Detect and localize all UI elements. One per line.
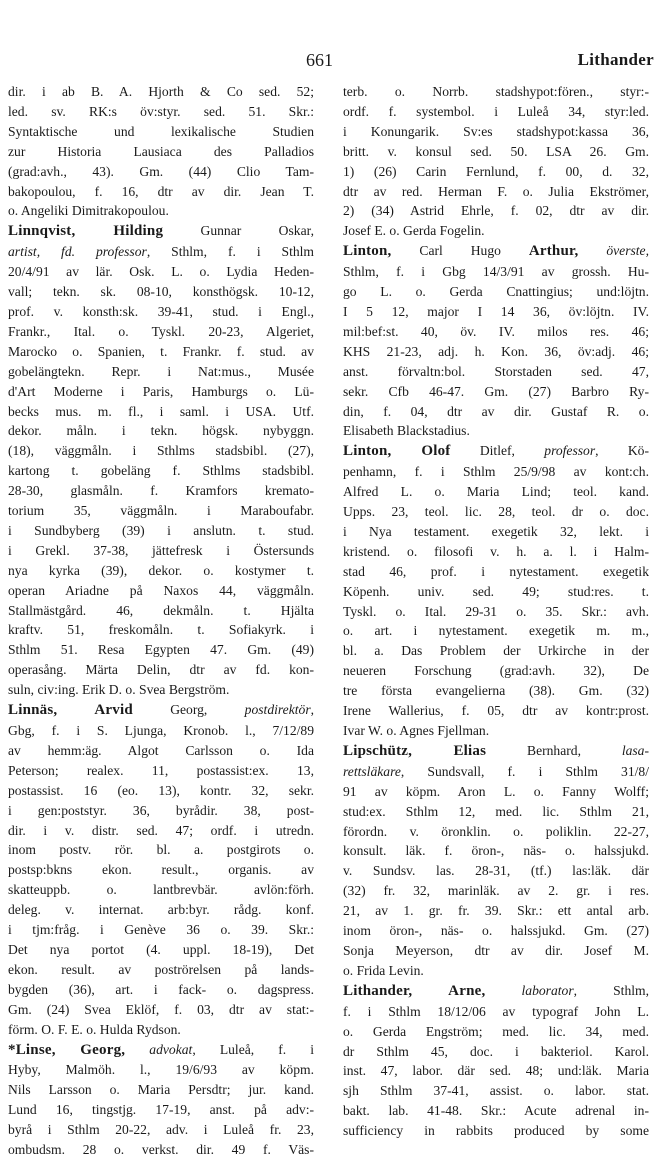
headword: Linton, Olof [343, 443, 451, 460]
text-line: bl. a. Das Problem der Urkirche in der [343, 643, 649, 659]
text-line: Josef E. o. Gerda Fogelin. [343, 223, 485, 239]
text-line: i gen:poststyr. 36, byrådir. 38, post- [8, 802, 314, 818]
text-line: o. Frida Levin. [343, 962, 424, 978]
text-line: kartong t. gobeläng f. Sthlms stadsbibl. [8, 463, 314, 479]
text-line: ordf. f. systembol. i Luleå 34, styr:led. [343, 103, 649, 119]
entry-continuation [343, 82, 649, 241]
text-line: byrå i Sthlm 20-22, adv. i Luleå fr. 23, [8, 1122, 314, 1138]
text-line: Peterson; realex. 11, postassist:ex. 13, [8, 762, 314, 778]
text-line: terb. o. Norrb. stadshypot:fören., styr:- [343, 84, 649, 99]
text-line: gobelängtekn. Repr. i Nat:mus., Musée [8, 363, 314, 379]
head-rest: Carl Hugo [391, 243, 529, 259]
entry-lipschutz [343, 741, 649, 981]
head-rest [485, 983, 521, 998]
occupation: professor [544, 443, 596, 459]
text-line: Gm. (24) Svea Eklöf, f. 03, dtr av stat:- [8, 1001, 314, 1017]
text-line: dekor. måln. i tekn. högsk. nybyggn. [8, 423, 314, 439]
text-line: Alfred L. o. Maria Lind; teol. kand. [343, 484, 649, 500]
running-head: Lithander [577, 50, 654, 69]
text-line: i Nya testament. exegetik 32, lekt. i [343, 523, 649, 539]
entry-head-line [8, 221, 314, 242]
text-line: stad 46, prof. i nytestament. exegetik [343, 563, 649, 579]
text-line: förm. O. F. E. o. Hulda Rydson. [8, 1021, 181, 1037]
entry-occupation-line [8, 242, 314, 262]
text-line: operan Ariadne på Naxos 44, väggmåln. [8, 582, 314, 598]
text-line: ekon. result. av poströrelsen på lands- [8, 961, 314, 977]
occ-rest: , Sundsvall, f. i Sthlm 31/8/ [400, 763, 649, 779]
right-column [343, 82, 649, 1141]
headword: Lipschütz, Elias [343, 742, 487, 759]
head-rest: Ditlef, [450, 443, 545, 459]
entry-linnqvist [8, 221, 314, 700]
text-line: sjh Sthlm 37-41, assist. o. labor. stat. [343, 1083, 649, 1099]
text-line: o. Gerda Engström; med. lic. 34, med. [343, 1023, 649, 1039]
entry-head-line [343, 981, 649, 1002]
text-line: ombudsm. 28 o. verkst. dir. 49 f. Väs- [8, 1142, 314, 1158]
headword: Linnäs, Arvid [8, 702, 133, 719]
text-line: inst. 47, labor. där sed. 48; und:läk. Maria [343, 1063, 649, 1079]
text-line: 20/4/91 av lär. Osk. L. o. Lydia Heden- [8, 264, 314, 280]
text-line: nya kyrka (39), dekor. o. kostymer t. [8, 562, 314, 578]
text-line: Sthlm, f. i Gbg 14/3/91 av grossh. Hu- [343, 264, 649, 280]
text-line: i Sundbyberg (39) i anslutn. t. stud. [8, 522, 314, 538]
text-line: konsult. läk. f. öron-, näs- o. halssjukd. [343, 843, 649, 859]
text-line: Sthlm 51. Resa Egypten 47. Gm. (49) [8, 642, 314, 658]
text-line: led. sv. RK:s öv:styr. sed. 51. Skr.: [8, 103, 314, 119]
text-line: (grad:avh., 43). Gm. (44) Clio Tam- [8, 163, 314, 179]
text-line: 1) (26) Carin Fernlund, f. 00, d. 32, [343, 163, 649, 179]
text-line: dr Sthlm 45, doc. i bakteriol. Karol. [343, 1043, 649, 1059]
text-line: inom postv. rör. bl. a. postgirots o. [8, 842, 314, 858]
occupation: laborator [521, 982, 574, 998]
text-line: Frankr., Ital. o. Tyskl. 20-23, Algeriet, [8, 323, 314, 339]
text-line: kraftv. 51, freskomåln. t. Sofiakyrk. i [8, 622, 314, 638]
text-line: Sonja Meyerson, dtr av dir. Josef M. [343, 942, 649, 958]
text-line: suln, civ:ing. Erik D. o. Svea Bergström. [8, 682, 230, 698]
entry-head-line [343, 241, 649, 262]
text-line: v. Sundsv. las. 28-31, (tf.) las:läk. där [343, 863, 649, 879]
text-line: Det nya portot (4. uppl. 18-19), Det [8, 941, 314, 957]
text-line: sekr. Cfb 46-47. Gm. (27) Barbro Ry- [343, 383, 649, 399]
text-line: torium 35, väggmåln. i Maraboufabr. [8, 503, 314, 519]
entry-continuation [8, 82, 314, 221]
text-line: Stallmästgård. 46, dekmåln. t. Hjälta [8, 602, 314, 618]
text-line: bakt. lab. 41-48. Skr.: Acute adrenal in- [343, 1103, 649, 1119]
occ-rest: , Luleå, f. i [192, 1041, 314, 1057]
head-rest: Gunnar Oskar, [163, 223, 314, 239]
entry-linse [8, 1040, 314, 1160]
text-line: Gbg, f. i S. Ljunga, Kronob. l., 7/12/89 [8, 723, 314, 738]
text-line: prof. v. konsth:sk. 39-41, stud. i Engl., [8, 303, 314, 319]
text-line: mil:bef:st. 40, öv. IV. milos res. 46; [343, 323, 649, 339]
text-line: Marocko o. Spanien, t. Frankr. f. stud. av [8, 343, 314, 359]
text-line: Nils Larsson o. Maria Persdtr; jur. kand. [8, 1082, 314, 1098]
text-line: bygden (36), art. i fack- o. dagspress. [8, 981, 314, 997]
occ-rest: , [310, 702, 314, 718]
text-line: bakopoulou, f. 16, dtr av dir. Jean T. [8, 183, 314, 199]
text-line: o. Angeliki Dimitrakopoulou. [8, 203, 169, 219]
text-line: f. i Sthlm 18/12/06 av typograf John L. [343, 1003, 649, 1019]
text-line: 2) (34) Astrid Ehrle, f. 02, dtr av dir. [343, 203, 649, 219]
entry-linton-olof [343, 441, 649, 741]
head-rest [125, 1042, 149, 1057]
text-line: Irene Wallerius, f. 05, dtr av kontr:prost. [343, 703, 649, 719]
headword: Lithander, Arne, [343, 982, 486, 999]
headword: *Linse, Georg, [8, 1041, 126, 1058]
text-line: vall; tekn. sk. 08-10, konsthögsk. 10-12, [8, 284, 314, 300]
entry-linnas [8, 700, 314, 1039]
text-line: becks mus. m. fl., i saml. i USA. Utf. [8, 403, 314, 419]
text-line: deleg. v. internat. arb:byr. rådg. konf. [8, 902, 314, 918]
text-line: Köpenh. univ. sed. 49; stud:res. t. [343, 583, 649, 599]
text-line: av hemm:äg. Algot Carlsson o. Ida [8, 742, 314, 758]
text-line: postassist. 16 (eo. 13), kontr. 32, sekr. [8, 782, 314, 798]
occupation: advokat [149, 1041, 193, 1057]
text-line: 28-30, glasmåln. f. Kramfors kremato- [8, 483, 314, 499]
text-line: 91 av köpm. Aron L. o. Fanny Wolff; [343, 783, 649, 799]
text-line: anst. förvaltn:bol. Storstaden sed. 47, [343, 363, 649, 379]
text-line: neueren Forschung (grad:avh. 32), De [343, 663, 649, 679]
text-line: (18), väggmåln. i Sthlms stadsbibl. (27), [8, 443, 314, 459]
entry-head-line [8, 1040, 314, 1061]
entry-head-line [343, 441, 649, 462]
text-line: d'Art Moderne i Paris, Hamburgs o. Lü- [8, 383, 314, 399]
text-line: (32) fr. 32, marinläk. av 2. gr. i res. [343, 883, 649, 899]
page-number: 661 [306, 50, 333, 70]
text-line: Upps. 23, teol. lic. 28, teol. dr o. doc. [343, 504, 649, 520]
occ-rest: , Sthlm, f. i Sthlm [146, 244, 314, 260]
text-line: i tjm:fråg. i Genève 36 o. 39. Skr.: [8, 922, 314, 938]
text-line: Hyby, Malmöh. l., 19/6/93 av köpm. [8, 1062, 314, 1078]
text-line: I 5 12, major I 14 36, öv:löjtn. IV. [343, 303, 649, 319]
text-line: Lund 16, tingstjg. 17-19, anst. på adv:- [8, 1102, 314, 1118]
text-line: postsp:bkns ekon. result., organis. av [8, 862, 314, 878]
text-line: Syntaktische und lexikalische Studien [8, 123, 314, 139]
text-line: Tyskl. o. Ital. 29-31 o. 35. Skr.: avh. [343, 603, 649, 619]
text-line: dir. i v. distr. sed. 47; ordf. i utredn. [8, 822, 314, 838]
head-rest: Georg, [132, 702, 245, 718]
head-rest: Bernhard, [486, 742, 622, 758]
text-line: britt. v. konsul sed. 50. LSA 26. Gm. [343, 143, 649, 159]
text-line: stud:ex. Sthlm 12, med. lic. Sthlm 21, [343, 803, 649, 819]
text-line: Elisabeth Blackstadius. [343, 423, 470, 439]
left-column [8, 82, 314, 1160]
text-line: inom öron-, näs- o. halssjukd. Gm. (27) [343, 923, 649, 939]
text-line: dtr av red. Herman F. o. Julia Ekströmer, [343, 183, 649, 199]
entry-linton-arthur [343, 241, 649, 441]
text-line: kristend. o. filosofi v. h. a. l. i Halm- [343, 543, 649, 559]
entry-lithander [343, 981, 649, 1141]
text-line: tre första evangelierna (38). Gm. (32) [343, 683, 649, 699]
text-line: 21, av 1. gr. fr. 39. Skr.: ett antal arb. [343, 903, 649, 919]
text-line: penhamn, f. i Sthlm 25/9/98 av kont:ch. [343, 464, 649, 480]
entry-occupation-line [343, 762, 649, 782]
text-line: i Konungarik. Sv:es stadshypot:kassa 36, [343, 123, 649, 139]
entry-head-line [8, 700, 314, 721]
text-line: din, f. 04, dtr av dir. Gustaf R. o. [343, 403, 649, 419]
text-line: skatteuppb. o. lantbrevbär. avlön:förh. [8, 882, 314, 898]
headword: Linton, [343, 243, 392, 260]
occupation: postdirektör [244, 702, 311, 718]
text-line: förordn. v. öronklin. o. poliklin. 22-27, [343, 823, 649, 839]
text-line: sufficiency in rabbits produced by some [343, 1123, 649, 1139]
headword-given-name: Arthur, [528, 243, 579, 260]
text-line: KHS 21-23, adj. h. Kon. 36, öv:adj. 46; [343, 343, 649, 359]
text-line: operasång. Märta Delin, dtr av fd. kon- [8, 662, 314, 678]
text-line: dir. i ab B. A. Hjorth & Co sed. 52; [8, 84, 314, 99]
text-line: i Grekl. 37-38, jättefresk i Östersunds [8, 542, 314, 558]
headword: Linnqvist, Hilding [8, 223, 164, 240]
occ-rest: , Sthlm, [573, 982, 649, 998]
occupation: överste, [578, 243, 649, 259]
occ-rest: , Kö- [595, 443, 649, 459]
occupation-cont: rettsläkare [343, 763, 401, 779]
entry-head-line [343, 741, 649, 762]
text-line: zur Historia Lausiaca des Palladios [8, 143, 314, 159]
occupation: lasa- [621, 742, 649, 758]
text-line: o. art. i nytestament. exegetik m. m., [343, 623, 649, 639]
text-line: go L. o. Gerda Cnattingius; und:löjtn. [343, 284, 649, 300]
text-line: Ivar W. o. Agnes Fjellman. [343, 723, 490, 738]
occupation: artist, fd. professor [8, 244, 147, 260]
